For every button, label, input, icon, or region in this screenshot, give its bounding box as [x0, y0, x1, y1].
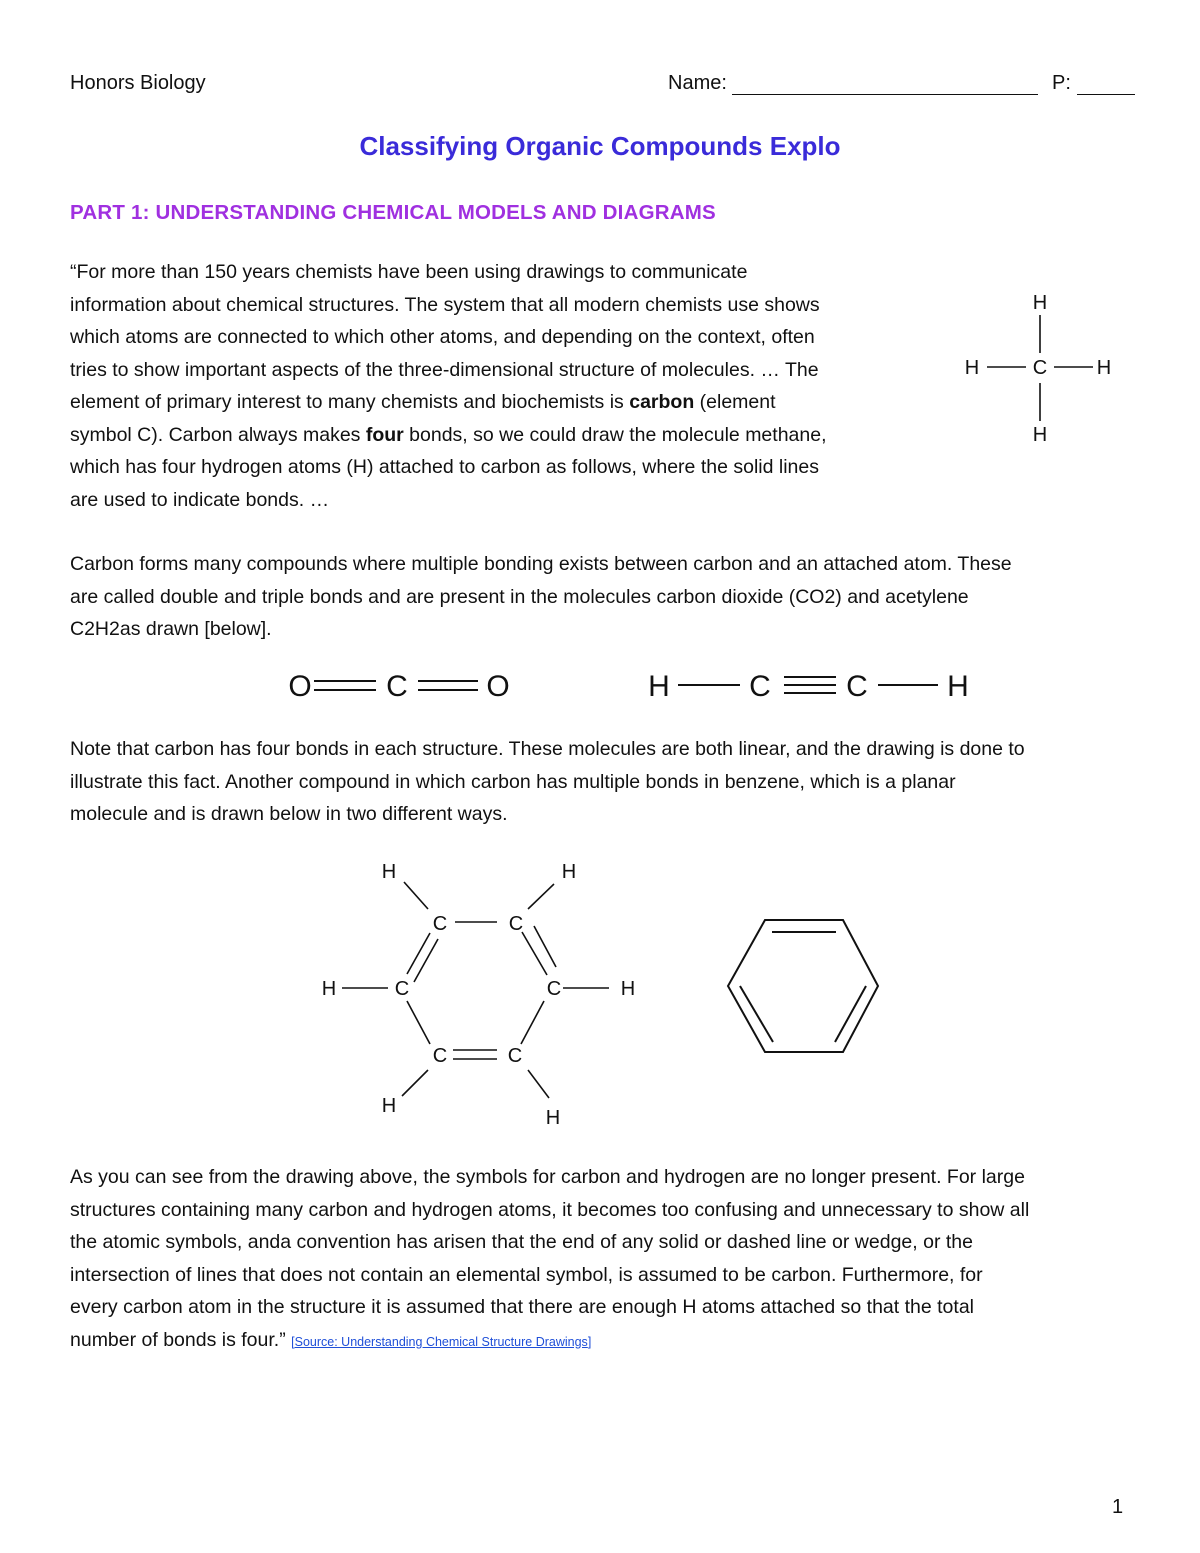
text-line: the atomic symbols, anda convention has arisen that the end of any solid or dashed line or wedge, or the: [70, 1231, 973, 1253]
paragraph-3: [70, 733, 1140, 831]
carbon-dioxide-structure-diagram: [280, 660, 520, 710]
atom-h: H: [1032, 424, 1048, 446]
atom-o: O: [486, 670, 510, 703]
atom-h: H: [964, 357, 980, 379]
worksheet-title: Classifying Organic Compounds Explo: [359, 131, 841, 161]
text-line: which atoms are connected to which other atoms, and depending on the context, often: [70, 326, 815, 348]
bold-term-four: four: [365, 423, 404, 446]
paragraph-4: [70, 1161, 1140, 1358]
text-line: element of primary interest to many chemists and biochemists is carbon (element: [70, 391, 776, 413]
atom-c: C: [432, 913, 448, 935]
text-line: intersection of lines that does not contain an elemental symbol, is assumed to be carbon. Furthermore, for: [70, 1263, 983, 1286]
atom-c: C: [432, 1045, 448, 1067]
name-label: Name:: [668, 72, 727, 94]
text-line: every carbon atom in the structure it is assumed that there are enough H atoms attached so that the total: [70, 1296, 974, 1318]
period-blank: [1077, 74, 1135, 95]
atom-c: C: [1032, 357, 1048, 379]
text-line: Note that carbon has four bonds in each structure. These molecules are both linear, and the drawing is done to: [70, 738, 1025, 760]
source-link[interactable]: Source: Understanding Chemical Structure Drawings: [294, 1334, 588, 1349]
text-line: number of bonds is four.” [Source: Understanding Chemical Structure Drawings]: [70, 1328, 592, 1351]
paragraph-2: [70, 548, 1140, 646]
text-line: symbol C). Carbon always makes four bonds, so we could draw the molecule methane,: [70, 423, 827, 446]
source-citation: [Source: Understanding Chemical Structure Drawings]: [291, 1334, 592, 1349]
atom-h: H: [321, 978, 337, 1000]
bold-term-carbon: carbon: [629, 391, 695, 413]
atom-c: C: [546, 978, 562, 1000]
atom-c: C: [749, 670, 771, 703]
atom-h: H: [561, 861, 577, 883]
text-line: which has four hydrogen atoms (H) attached to carbon as follows, where the solid lines: [70, 456, 819, 478]
text-line: “For more than 150 years chemists have been using drawings to communicate: [70, 261, 748, 283]
benzene-skeletal-structure-diagram: [720, 912, 890, 1062]
acetylene-structure-diagram: [640, 660, 980, 710]
text-line: Carbon forms many compounds where multiple bonding exists between carbon and an attached atom. These: [70, 553, 1012, 575]
atom-h: H: [381, 1095, 397, 1117]
name-period-line: [668, 72, 1135, 95]
course-label: Honors Biology: [70, 72, 206, 94]
atom-h: H: [648, 670, 670, 703]
atom-c: C: [394, 978, 410, 1000]
atom-h: H: [381, 861, 397, 883]
period-label: P:: [1052, 72, 1071, 94]
text-line: illustrate this fact. Another compound in which carbon has multiple bonds in benzene, which is a planar: [70, 770, 956, 793]
atom-c: C: [386, 670, 408, 703]
text-line: tries to show important aspects of the three-dimensional structure of molecules. … The: [70, 358, 819, 381]
text-line: information about chemical structures. The system that all modern chemists use shows: [70, 293, 820, 316]
paragraph-1: [70, 256, 930, 516]
page-number: 1: [1112, 1496, 1124, 1518]
text-line: As you can see from the drawing above, the symbols for carbon and hydrogen are no longer present. For large: [70, 1166, 1025, 1188]
text-line: are used to indicate bonds. …: [70, 488, 330, 511]
atom-c: C: [846, 670, 868, 703]
methane-structure-diagram: [950, 285, 1130, 450]
name-blank: [732, 74, 1038, 95]
atom-h: H: [1032, 292, 1048, 314]
atom-c: C: [508, 913, 524, 935]
text-line: structures containing many carbon and hydrogen atoms, it becomes too confusing and unnecessary to show all: [70, 1198, 1030, 1221]
atom-h: H: [620, 978, 636, 1000]
atom-o: O: [288, 670, 312, 703]
part-heading: PART 1: UNDERSTANDING CHEMICAL MODELS AND DIAGRAMS: [70, 201, 716, 224]
atom-h: H: [947, 670, 969, 703]
benzene-full-structure-diagram: [300, 848, 660, 1138]
atom-h: H: [1096, 357, 1112, 379]
text-line: molecule and is drawn below in two different ways.: [70, 803, 508, 825]
atom-c: C: [507, 1045, 523, 1067]
text-line: C2H2as drawn [below].: [70, 618, 272, 640]
atom-h: H: [545, 1107, 561, 1129]
text-line: are called double and triple bonds and are present in the molecules carbon dioxide (CO2) and acetylene: [70, 585, 969, 608]
